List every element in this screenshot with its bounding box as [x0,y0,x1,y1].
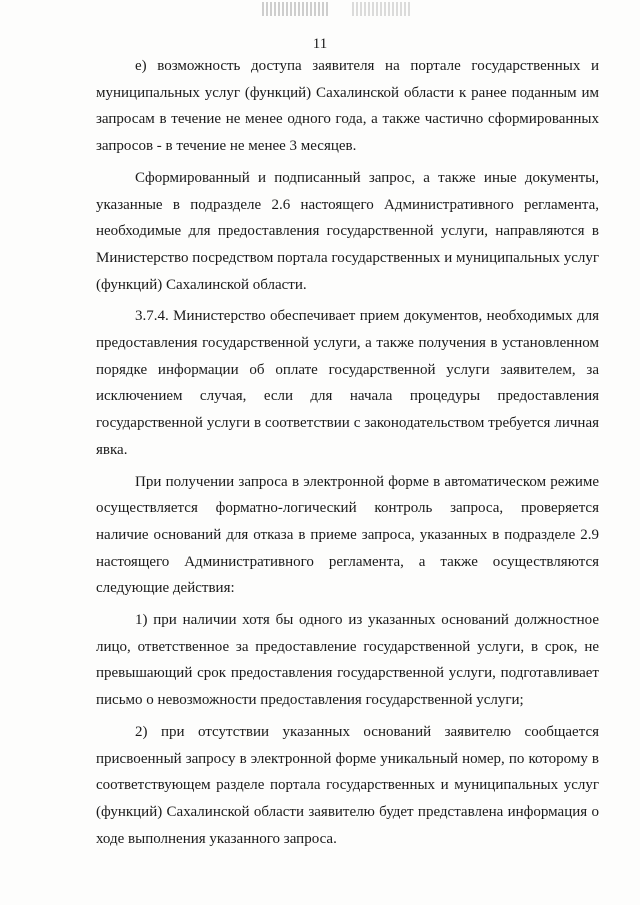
page-number: 11 [312,36,328,52]
paragraph-action-1: 1) при наличии хотя бы одного из указанных оснований должностное лицо, ответственное за предоставление государственной услуги, в срок, не превышающий срок предоставления государственной услуги, подготавливает письмо о невозможности предоставления государственной услуги; [96,612,599,709]
document-body [96,53,599,857]
paragraph-item-e: е) возможность доступа заявителя на портале государственных и муниципальных услуг (функций) Сахалинской области к ранее поданным им запросам в течение не менее одного года, а также частично сформированных запросов - в течение не менее 3 месяцев. [96,58,599,155]
paragraph-action-2: 2) при отсутствии указанных оснований заявителю сообщается присвоенный запросу в электронной форме уникальный номер, по которому в соответствующем разделе портала государственных и муниципальных услуг (функций) Сахалинской области заявителю будет представлена информация о ходе выполнения указанного запроса. [96,723,599,847]
paragraph-electronic-request-control: При получении запроса в электронной форме в автоматическом режиме осуществляется форматно-логический контроль запроса, проверяется наличие оснований для отказа в приеме запроса, указанных в подразделе 2.9 настоящего Административного регламента, а также осуществляются следующие действия: [96,473,599,597]
paragraph-request-submission: Сформированный и подписанный запрос, а также иные документы, указанные в подразделе 2.6 настоящего Административного регламента, необходимые для предоставления государственной услуги, направляются в Министерство посредством портала государственных и муниципальных услуг (функций) Сахалинской области. [96,169,599,293]
scan-artifact [262,2,330,16]
paragraph-3-7-4: 3.7.4. Министерство обеспечивает прием документов, необходимых для предоставления государственной услуги, а также получения в установленном порядке информации об оплате государственной услуги заявителем, за исключением случая, если для начала процедуры предоставления государственной услуги в соответствии с законодательством требуется личная явка. [96,308,599,458]
scan-artifact [352,2,410,16]
